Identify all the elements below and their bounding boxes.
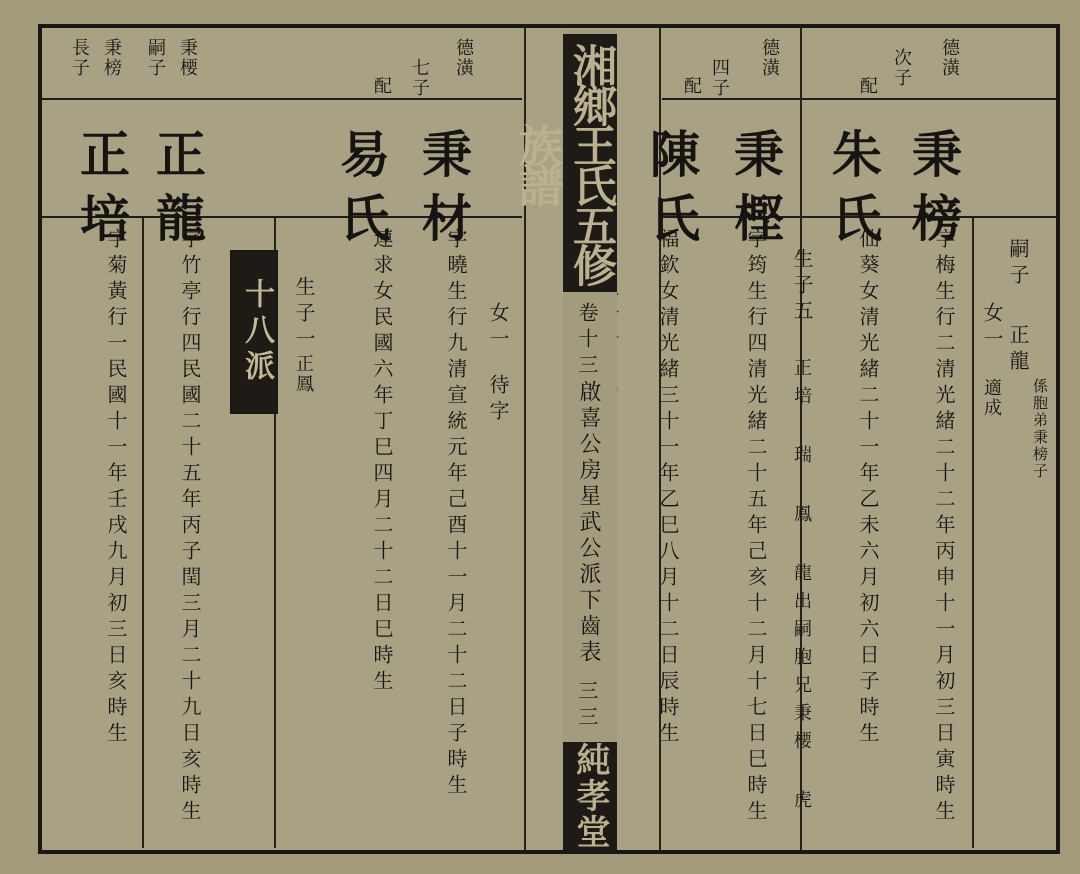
sons-count: 生子一 bbox=[292, 276, 316, 354]
heir-name: 正龍 bbox=[1006, 324, 1030, 376]
daughter-count: 女一 bbox=[486, 302, 510, 354]
left-top-label: 秉榜 bbox=[101, 38, 122, 78]
column-line bbox=[972, 218, 974, 848]
birth-record: 福欽女清光緒三十一年乙巳八月十二日辰時生 bbox=[656, 228, 680, 748]
right-top-label: 配 bbox=[681, 76, 702, 96]
genealogy-page bbox=[38, 24, 1060, 854]
daughter-status: 待字 bbox=[486, 374, 510, 426]
daughter-status: 適成 bbox=[981, 378, 1002, 418]
right-top-label: 四子 bbox=[709, 58, 730, 98]
generation-badge: 十八派 bbox=[230, 250, 278, 414]
left-top-label: 嗣子 bbox=[145, 38, 166, 78]
right-top-divider bbox=[662, 98, 1057, 100]
birth-record: 仙葵女清光緒二十一年乙未六月初六日子時生 bbox=[856, 228, 880, 748]
left-top-label: 秉楆 bbox=[177, 38, 198, 78]
hall-name: 純孝堂 bbox=[563, 742, 617, 850]
sons-count: 生子五 bbox=[790, 248, 814, 326]
person-name: 正龍 bbox=[148, 128, 207, 256]
person-name: 易氏 bbox=[332, 128, 391, 256]
daughter-count: 女一 bbox=[980, 302, 1004, 354]
right-top-label: 配 bbox=[857, 76, 878, 96]
left-top-label: 配 bbox=[371, 76, 392, 96]
birth-record: 字曉生行九清宣統元年己酉十一月二十二日子時生 bbox=[444, 228, 468, 800]
birth-record: 字梅生行二清光緒二十二年丙申十一月初三日寅時生 bbox=[932, 228, 956, 826]
left-top-label: 七子 bbox=[409, 58, 430, 98]
left-top-label: 長子 bbox=[69, 38, 90, 78]
sons-names: 正培 瑞 鳳 龍出嗣胞兄秉楆 虎 bbox=[791, 358, 812, 818]
right-top-label: 德潢 bbox=[939, 38, 960, 78]
person-name: 朱氏 bbox=[824, 128, 883, 256]
right-top-label: 德潢 bbox=[759, 38, 780, 78]
book-title: 湘鄉王氏五修族譜 bbox=[563, 34, 617, 292]
right-top-label: 次子 bbox=[891, 48, 912, 88]
left-top-label: 德潢 bbox=[453, 38, 474, 78]
birth-record: 字竹亭行四民國二十五年丙子閏三月二十九日亥時生 bbox=[178, 228, 202, 826]
volume-label: 卷十三 bbox=[575, 302, 599, 380]
column-line bbox=[142, 218, 144, 848]
person-name: 陳氏 bbox=[642, 128, 701, 256]
top-divider bbox=[42, 98, 522, 100]
branch-label: 啟喜公房星武公派下齒表 bbox=[576, 380, 601, 666]
person-name: 秉材 bbox=[414, 128, 473, 256]
sons-names: 正鳳 bbox=[293, 354, 314, 394]
birth-record: 字筠生行四清光緒二十五年己亥十二月十七日巳時生 bbox=[744, 228, 768, 826]
birth-record: 字菊黃行一民國十一年壬戌九月初三日亥時生 bbox=[104, 228, 128, 748]
heir-detail: 係胞弟秉榜子 bbox=[1031, 378, 1049, 480]
person-name: 秉樫 bbox=[726, 128, 785, 256]
book-spine bbox=[511, 30, 617, 850]
heir-label: 嗣子 bbox=[1006, 238, 1030, 290]
page-number: 三三 bbox=[575, 680, 599, 732]
person-name: 正培 bbox=[72, 128, 131, 256]
person-name: 秉榜 bbox=[904, 128, 963, 256]
birth-record: 連求女民國六年丁巳四月二十二日巳時生 bbox=[370, 228, 394, 696]
